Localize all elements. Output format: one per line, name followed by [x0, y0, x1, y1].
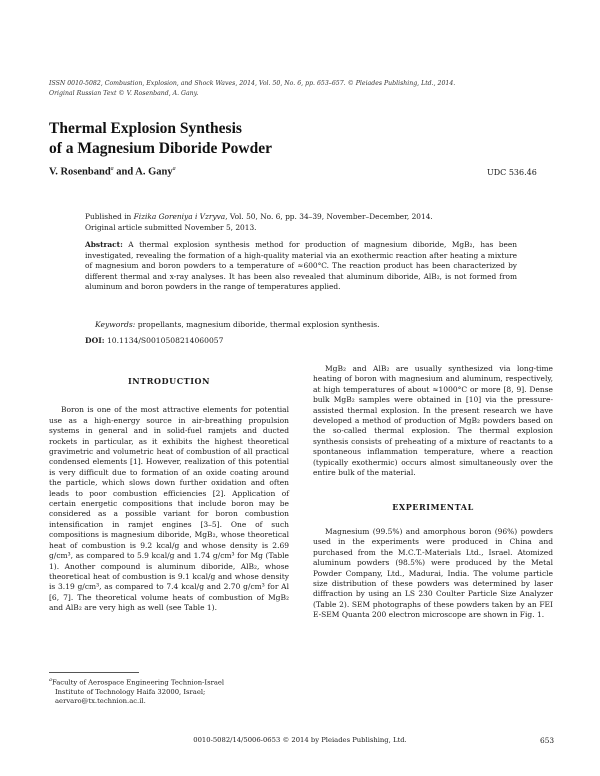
abstract-label: Abstract:: [85, 240, 123, 249]
pubinfo-submitted: Original article submitted November 5, 2013.: [85, 222, 257, 232]
author-list: [49, 166, 176, 178]
left-column: [49, 376, 289, 614]
right-column: [313, 364, 553, 621]
right-paragraph-1: MgB₂ and AlB₂ are usually synthesized via long-time heating of boron with magnesium and aluminum, respectively, at high temperatures of about ≈1000°C or more [8, 9]. Dense bulk MgB₂ samples were obtained in [10] via the pressure-assisted thermal explosion. In the present research we have developed a method of production of MgB₂ powders based on the so-called thermal explosion. The thermal explosion synthesis consists of preheating of a mixture of reactants to a spontaneous inflammation temperature, where a reaction (typically exothermic) occurs almost simultaneously over the entire bulk of the material.: [313, 364, 553, 478]
experimental-paragraph: Magnesium (99.5%) and amorphous boron (96%) powders used in the experiments were produced in China and purchased from the M.C.T.-Materials Ltd., Israel. Atomized aluminum powders (98.5%) were produced by the Metal Powder Company, Ltd., Madurai, India. The volume particle size distribution of these powders was determined by laser diffraction by using an LS 230 Coulter Particle Size Analyzer (Table 2). SEM photographs of these powders taken by an FEI E-SEM Quanta 200 electron microscope are shown in Fig. 1.: [313, 526, 553, 620]
footnote-separator: [49, 672, 139, 673]
pubinfo-journal: Fizika Goreniya i Vzryva: [133, 212, 226, 221]
author-and: and: [113, 166, 136, 178]
footnote-line-1: Faculty of Aerospace Engineering Technion-Israel: [51, 678, 225, 687]
footnote-mark: a: [49, 677, 52, 683]
pubinfo-prefix: Published in: [85, 212, 134, 221]
section-heading-introduction: INTRODUCTION: [127, 376, 211, 386]
article-title: [49, 119, 272, 159]
running-header-citation: ISSN 0010-5082, Combustion, Explosion, and Shock Waves, 2014, Vol. 50, No. 6, pp. 653–657. © Pleiades Publishing, Ltd., 2014.: [49, 80, 456, 87]
copyright-line: 0010-5082/14/5006-0653 © 2014 by Pleiades Publishing, Ltd.: [193, 736, 407, 744]
author-2: A. Gany: [135, 166, 173, 178]
page-number: 653: [540, 736, 555, 745]
keywords: [95, 320, 380, 329]
publication-info: [85, 212, 505, 233]
abstract-text: A thermal explosion synthesis method for production of magnesium diboride, MgB₂, has been investigated, revealing the formation of a high-quality material via an exothermic reaction after heating a mixture of magnesium and boron powders to a temperature of ≈600°C. The reaction product has been characterized by different thermal and x-ray analyses. It has been also revealed that aluminum diboride, AlB₂, is not formed from aluminum and boron powders in the range of temperatures applied.: [85, 240, 517, 292]
running-header-original-text: Original Russian Text © V. Rosenband, A. Gany.: [49, 90, 199, 97]
title-line-2: of a Magnesium Diboride Powder: [49, 140, 273, 157]
doi: [85, 336, 223, 345]
abstract: [85, 240, 517, 293]
section-heading-experimental: EXPERIMENTAL: [392, 502, 474, 513]
author-1-affil-mark: a: [110, 166, 114, 172]
introduction-paragraph: Boron is one of the most attractive elements for potential use as a high-energy source in air-breathing propulsion systems in general and in solid-fuel ramjets and ducted rockets in particular, as it exhibits the highest theoretical gravimetric and volumetric heat of combustion of all practical condensed elements [1]. However, realization of this potential is very difficult due to formation of an oxide coating around the particle, which slows down further oxidation and often leads to poor combustion efficiencies [2]. Application of certain energetic compositions that include boron may be considered as a possible variant for boron combustion intensification in ramjet engines [3–5]. One of such compositions is magnesium diboride, MgB₂, whose theoretical heat of combustion is 9.2 kcal/g and whose density is 2.69 g/cm³, as compared to 5.9 kcal/g and 1.74 g/cm³ for Mg (Table 1). Another compound is aluminum diboride, AlB₂, whose theoretical heat of combustion is 9.1 kcal/g and whose density is 3.19 g/cm³, as compared to 7.4 kcal/g and 2.70 g/cm³ for Al [6, 7]. The theoretical volume heats of combustion of MgB₂ and AlB₂ are very high as well (see Table 1).: [49, 405, 289, 613]
udc-code: UDC 536.46: [487, 168, 537, 177]
keywords-label: Keywords:: [95, 320, 136, 329]
keywords-text: propellants, magnesium diboride, thermal explosion synthesis.: [135, 320, 380, 329]
author-2-affil-mark: a: [172, 166, 176, 172]
doi-value: 10.1134/S0010508214060057: [104, 336, 224, 345]
pubinfo-details: , Vol. 50, No. 6, pp. 34–39, November–December, 2014.: [225, 212, 433, 221]
doi-label: DOI:: [85, 336, 105, 345]
title-line-1: Thermal Explosion Synthesis: [49, 120, 242, 137]
footnote-line-3: aervaro@tx.technion.ac.il.: [55, 697, 146, 706]
affiliation-footnote: [49, 676, 224, 707]
footnote-line-2: Institute of Technology Haifa 32000, Israel;: [55, 687, 206, 696]
author-1: V. Rosenband: [49, 166, 111, 178]
